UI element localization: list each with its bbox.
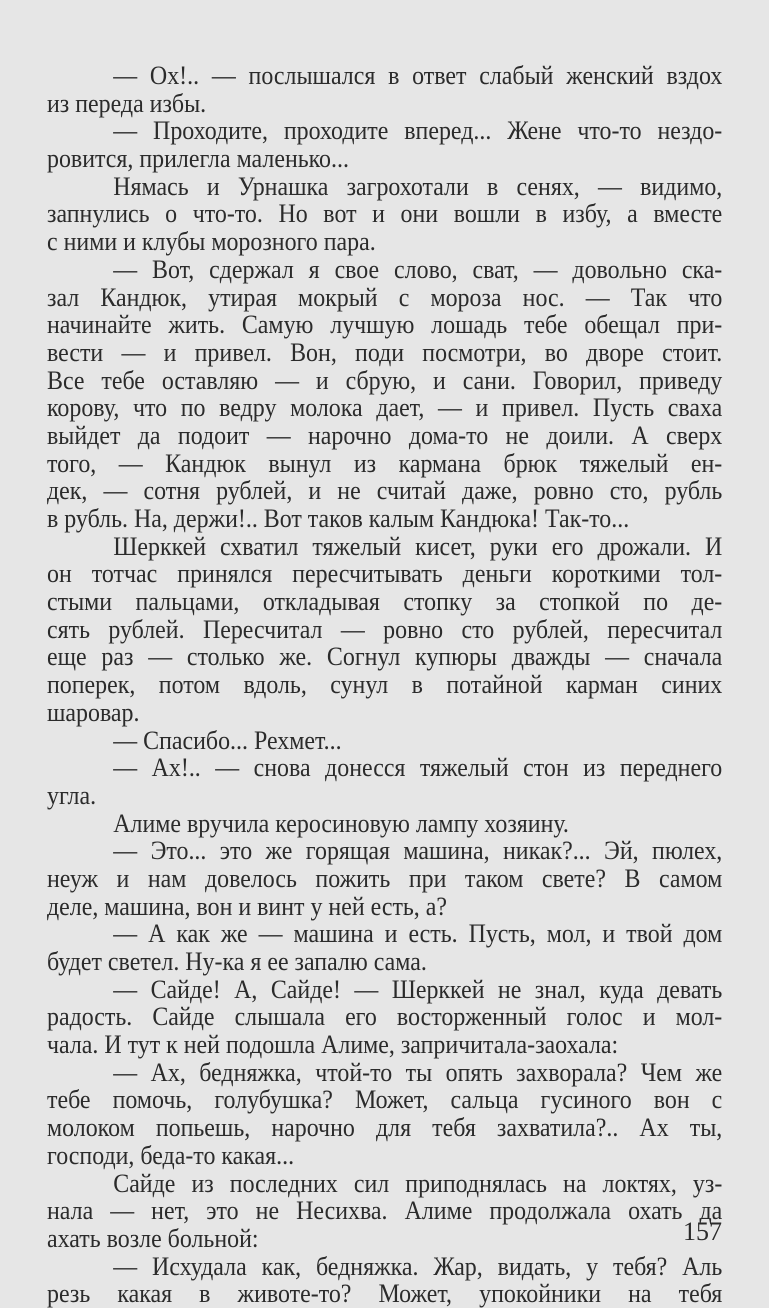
- text-line: — Вот, сдержал я свое слово, сват, — довольно ска-: [113, 254, 723, 284]
- text-line: — А как же — машина и есть. Пусть, мол, и твой дом: [113, 919, 723, 949]
- text-line: — Ах!.. — снова донесся тяжелый стон из переднего: [113, 753, 723, 783]
- text-line: — Ах, бедняжка, чтой-то ты опять захворала? Чем же: [113, 1057, 723, 1087]
- text-line: — Сайде! А, Сайде! — Шерккей не знал, куда девать: [113, 974, 723, 1004]
- text-line: — Проходите, проходите вперед... Жене что-то нездо-: [113, 116, 723, 146]
- paragraph: [47, 1059, 722, 1170]
- text-line: чала. И тут к ней подошла Алиме, запричитала-заохала:: [47, 1030, 619, 1060]
- text-line: — Исхудала как, бедняжка. Жар, видать, у тебя? Аль: [113, 1251, 723, 1281]
- text-line: того, — Кандюк вынул из кармана брюк тяжелый ен-: [47, 448, 723, 478]
- text-line: тебе помочь, голубушка? Может, сальца гусиного вон с: [47, 1085, 723, 1115]
- text-line: выйдет да подоит — нарочно дома-то не доили. А сверх: [47, 420, 723, 450]
- paragraph: [47, 173, 722, 256]
- text-line: молоком попьешь, нарочно для тебя захватила?.. Ах ты,: [47, 1113, 723, 1143]
- text-line: Все тебе оставляю — и сбрую, и сани. Говорил, приведу: [47, 365, 723, 395]
- text-line: будет светел. Ну-ка я ее запалю сама.: [47, 947, 427, 976]
- text-line: он тотчас принялся пересчитывать деньги короткими тол-: [47, 559, 723, 589]
- text-line: радость. Сайде слышала его восторженный голос и мол-: [47, 1002, 723, 1032]
- text-line: начинайте жить. Самую лучшую лошадь тебе обещал при-: [47, 310, 723, 340]
- paragraph: [47, 62, 722, 117]
- paragraph: [47, 117, 722, 172]
- text-line: шаровар.: [47, 697, 140, 727]
- text-line: Нямась и Урнашка загрохотали в сенях, — видимо,: [113, 171, 723, 201]
- text-line: из переда избы.: [47, 88, 207, 118]
- book-page-body: [47, 62, 722, 1308]
- text-line: ахать возле больной:: [47, 1223, 259, 1253]
- text-line: — Спасибо... Рехмет...: [113, 725, 342, 755]
- text-line: ровится, прилегла маленько...: [47, 144, 349, 174]
- text-line: стыми пальцами, откладывая стопку за стопкой по де-: [47, 587, 723, 617]
- paragraph: [47, 1170, 722, 1253]
- text-line: вести — и привел. Вон, поди посмотри, во дворе стоит.: [47, 337, 723, 367]
- text-line: корову, что по ведру молока дает, — и привел. Пусть сваха: [47, 393, 723, 423]
- text-line: Шерккей схватил тяжелый кисет, руки его дрожали. И: [113, 531, 723, 561]
- text-line: деле, машина, вон и винт у ней есть, а?: [47, 891, 447, 921]
- text-line: — Ох!.. — послышался в ответ слабый женский вздох: [113, 61, 723, 90]
- paragraph: [47, 754, 722, 809]
- text-line: с ними и клубы морозного пара.: [47, 227, 376, 257]
- text-line: Сайде из последних сил приподнялась на локтях, уз-: [113, 1168, 723, 1198]
- text-line: нала — нет, это не Несихва. Алиме продолжала охать да: [47, 1196, 723, 1226]
- paragraph: [47, 727, 722, 755]
- text-line: поперек, потом вдоль, сунул в потайной карман синих: [47, 670, 723, 700]
- text-line: еще раз — столько же. Согнул купюры дважды — сначала: [47, 642, 723, 672]
- text-line: — Это... это же горящая машина, никак?... Эй, пюлех,: [113, 836, 723, 866]
- text-line: угла.: [47, 780, 97, 810]
- paragraph: [47, 810, 722, 838]
- text-line: Алиме вручила керосиновую лампу хозяину.: [113, 808, 569, 838]
- page-number: 157: [683, 1217, 722, 1246]
- paragraph: [47, 920, 722, 975]
- paragraph: [47, 837, 722, 920]
- text-line: господи, беда-то какая...: [47, 1140, 295, 1170]
- paragraph: [47, 1253, 722, 1308]
- text-line: дек, — сотня рублей, и не считай даже, ровно сто, рубль: [47, 476, 723, 506]
- text-line: сять рублей. Пересчитал — ровно сто рублей, пересчитал: [47, 614, 723, 644]
- paragraph: [47, 256, 722, 533]
- paragraph: [47, 533, 722, 727]
- text-line: запнулись о что-то. Но вот и они вошли в избу, а вместе: [47, 199, 723, 229]
- text-line: резь какая в животе-то? Может, упокойники на тебя: [47, 1279, 723, 1308]
- paragraph: [47, 976, 722, 1059]
- text-line: зал Кандюк, утирая мокрый с мороза нос. — Так что: [47, 282, 723, 312]
- text-line: в рубль. На, держи!.. Вот таков калым Кандюка! Так-то...: [47, 504, 630, 533]
- text-line: неуж и нам довелось пожить при таком свете? В самом: [47, 863, 723, 893]
